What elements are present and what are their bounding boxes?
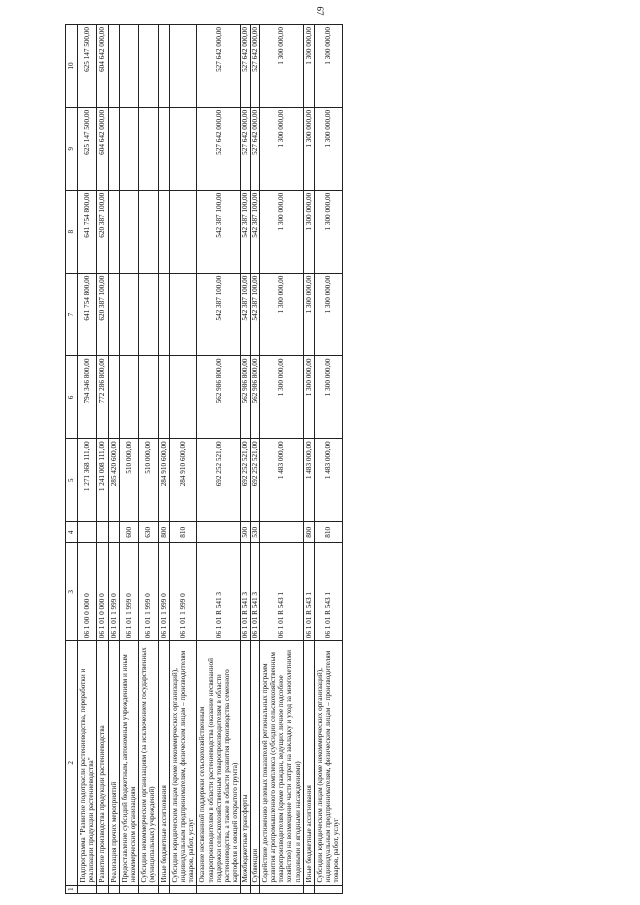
expense-type-cell: 800 (303, 522, 314, 543)
amount-cell (108, 190, 119, 273)
amount-cell: 542 387 100,00 (241, 273, 250, 356)
target-code-cell: 06 1 01 R 543 1 (315, 543, 343, 641)
amount-cell: 527 642 000,00 (241, 107, 250, 190)
amount-cell (158, 273, 169, 356)
amount-cell: 692 252 521,00 (250, 439, 259, 522)
amount-cell: 1 300 000,00 (259, 25, 303, 108)
amount-cell: 1 300 000,00 (259, 356, 303, 439)
header-cell: 6 (66, 356, 78, 439)
amount-cell: 1 300 000,00 (259, 273, 303, 356)
amount-cell: 794 346 800,00 (78, 356, 97, 439)
amount-cell (158, 190, 169, 273)
target-code-cell: 06 1 01 R 541 3 (250, 543, 259, 641)
amount-cell: 1 300 000,00 (259, 190, 303, 273)
amount-cell: 1 300 000,00 (315, 356, 343, 439)
amount-cell: 562 986 800,00 (197, 356, 241, 439)
amount-cell: 620 387 100,00 (97, 273, 108, 356)
first-col-cell (241, 885, 250, 893)
target-code-cell: 06 1 01 1 999 0 (158, 543, 169, 641)
amount-cell (169, 25, 197, 108)
first-col-cell (197, 885, 241, 893)
expense-type-cell: 630 (139, 522, 158, 543)
amount-cell: 1 300 000,00 (315, 273, 343, 356)
header-cell: 10 (66, 25, 78, 108)
table-row (139, 25, 158, 894)
amount-cell (108, 25, 119, 108)
table-row (97, 25, 108, 894)
table-row (241, 25, 250, 894)
amount-cell (119, 25, 138, 108)
row-name-cell: Реализация прочих мероприятий (108, 641, 119, 885)
row-name-cell: Субвенции (250, 641, 259, 885)
amount-cell: 1 300 000,00 (259, 107, 303, 190)
target-code-cell: 06 1 01 0 000 0 (97, 543, 108, 641)
amount-cell: 542 387 100,00 (241, 190, 250, 273)
amount-cell (119, 107, 138, 190)
row-name-cell: Межбюджетные трансферты (241, 641, 250, 885)
header-cell: 8 (66, 190, 78, 273)
expense-type-cell: 500 (241, 522, 250, 543)
first-col-cell (315, 885, 343, 893)
amount-cell: 562 986 800,00 (250, 356, 259, 439)
page-number: 67 (315, 6, 325, 16)
first-col-cell (97, 885, 108, 893)
table-row (303, 25, 314, 894)
row-name-cell: Иные бюджетные ассигнования (303, 641, 314, 885)
amount-cell (119, 356, 138, 439)
target-code-cell: 06 1 01 1 999 0 (108, 543, 119, 641)
expense-type-cell: 810 (169, 522, 197, 543)
amount-cell: 1 300 000,00 (315, 107, 343, 190)
amount-cell: 625 147 500,00 (78, 107, 97, 190)
amount-cell (158, 107, 169, 190)
header-cell: 4 (66, 522, 78, 543)
amount-cell (169, 273, 197, 356)
expense-type-cell: 810 (315, 522, 343, 543)
amount-cell (119, 273, 138, 356)
row-name-cell: Подпрограмма "Развитие подотрасли растениеводства, переработки и реализации продукции растениеводства" (78, 641, 97, 885)
amount-cell: 1 300 000,00 (315, 190, 343, 273)
amount-cell: 1 300 000,00 (303, 273, 314, 356)
amount-cell: 1 300 000,00 (303, 190, 314, 273)
header-cell: 3 (66, 543, 78, 641)
target-code-cell: 06 1 01 1 999 0 (139, 543, 158, 641)
expense-type-cell: 600 (119, 522, 138, 543)
target-code-cell: 06 1 01 1 999 0 (119, 543, 138, 641)
first-col-cell (139, 885, 158, 893)
row-name-cell: Субсидии некоммерческим организациям (за исключением государственных (муниципальных) учреждений) (139, 641, 158, 885)
amount-cell (139, 356, 158, 439)
amount-cell (139, 273, 158, 356)
table-row (158, 25, 169, 894)
amount-cell (158, 25, 169, 108)
amount-cell (158, 356, 169, 439)
table-row (119, 25, 138, 894)
amount-cell: 772 286 800,00 (97, 356, 108, 439)
amount-cell: 641 754 800,00 (78, 273, 97, 356)
amount-cell: 527 642 000,00 (197, 107, 241, 190)
target-code-cell: 06 1 01 R 543 1 (259, 543, 303, 641)
amount-cell: 620 387 100,00 (97, 190, 108, 273)
target-code-cell: 06 1 01 R 541 3 (241, 543, 250, 641)
table-row (197, 25, 241, 894)
amount-cell: 1 300 000,00 (303, 356, 314, 439)
amount-cell: 1 483 000,00 (315, 439, 343, 522)
amount-cell: 625 147 500,00 (78, 25, 97, 108)
first-col-cell (78, 885, 97, 893)
row-name-cell: Предоставление субсидий бюджетным, автономным учреждениям и иным некоммерческим организациям (119, 641, 138, 885)
amount-cell (108, 273, 119, 356)
amount-cell (139, 190, 158, 273)
first-col-cell (108, 885, 119, 893)
amount-cell: 1 300 000,00 (303, 107, 314, 190)
expense-type-cell (78, 522, 97, 543)
header-cell: 7 (66, 273, 78, 356)
amount-cell (119, 190, 138, 273)
amount-cell: 604 642 000,00 (97, 107, 108, 190)
budget-table (65, 24, 343, 894)
header-cell: 1 (66, 885, 78, 893)
amount-cell: 1 483 000,00 (259, 439, 303, 522)
amount-cell (169, 356, 197, 439)
amount-cell (108, 356, 119, 439)
amount-cell: 1 300 000,00 (315, 25, 343, 108)
amount-cell: 1 300 000,00 (303, 25, 314, 108)
table-row (250, 25, 259, 894)
expense-type-cell: 800 (158, 522, 169, 543)
first-col-cell (303, 885, 314, 893)
amount-cell: 542 387 100,00 (197, 190, 241, 273)
header-cell: 9 (66, 107, 78, 190)
target-code-cell: 06 1 01 R 541 3 (197, 543, 241, 641)
amount-cell (108, 107, 119, 190)
table-row (315, 25, 343, 894)
amount-cell: 1 241 008 111,00 (97, 439, 108, 522)
amount-cell: 527 642 000,00 (250, 107, 259, 190)
row-name-cell: Содействие достижению целевых показателей региональных программ развития агропромышленного комплекса (субсидии сельскохозяйственным товаропроизводителям (кроме граждан, ведущих личное подсобное хозяйство) на возмещение части затрат на закладку и уход за многолетними плодовыми и ягодными насаждениями) (259, 641, 303, 885)
first-col-cell (119, 885, 138, 893)
header-cell: 2 (66, 641, 78, 885)
first-col-cell (250, 885, 259, 893)
table-row (169, 25, 197, 894)
amount-cell: 1 483 000,00 (303, 439, 314, 522)
target-code-cell: 06 1 01 R 543 1 (303, 543, 314, 641)
table-row (78, 25, 97, 894)
first-col-cell (259, 885, 303, 893)
amount-cell: 542 387 100,00 (250, 273, 259, 356)
amount-cell: 542 387 100,00 (197, 273, 241, 356)
amount-cell: 1 271 368 111,00 (78, 439, 97, 522)
first-col-cell (169, 885, 197, 893)
amount-cell: 641 754 800,00 (78, 190, 97, 273)
amount-cell: 542 387 100,00 (250, 190, 259, 273)
amount-cell: 692 252 521,00 (241, 439, 250, 522)
expense-type-cell (108, 522, 119, 543)
expense-type-cell (197, 522, 241, 543)
expense-type-cell (97, 522, 108, 543)
first-col-cell (158, 885, 169, 893)
row-name-cell: Развитие производства продукции растениеводства (97, 641, 108, 885)
header-row (66, 25, 78, 894)
amount-cell: 285 420 600,00 (108, 439, 119, 522)
row-name-cell: Иные бюджетные ассигнования (158, 641, 169, 885)
row-name-cell: Оказание несвязанной поддержки сельскохозяйственным товаропроизводителям в области растениеводства (оказание несвязанной поддержки сельскохозяйственным товаропроизводителям в области растениеводства, а также в области развития производства семенного картофеля и овощей открытого грунта) (197, 641, 241, 885)
amount-cell: 510 000,00 (119, 439, 138, 522)
table-row (259, 25, 303, 894)
row-name-cell: Субсидии юридическим лицам (кроме некоммерческих организаций), индивидуальным предпринимателям, физическим лицам – производителям товаров, работ, услуг (315, 641, 343, 885)
amount-cell: 527 642 000,00 (197, 25, 241, 108)
target-code-cell: 06 1 00 0 000 0 (78, 543, 97, 641)
header-cell: 5 (66, 439, 78, 522)
amount-cell (139, 25, 158, 108)
amount-cell: 527 642 000,00 (241, 25, 250, 108)
amount-cell: 604 642 000,00 (97, 25, 108, 108)
target-code-cell: 06 1 01 1 999 0 (169, 543, 197, 641)
amount-cell (169, 190, 197, 273)
amount-cell: 510 000,00 (139, 439, 158, 522)
expense-type-cell: 530 (250, 522, 259, 543)
expense-type-cell (259, 522, 303, 543)
table-row (108, 25, 119, 894)
rotated-table-container (65, 24, 570, 894)
amount-cell: 284 910 600,00 (158, 439, 169, 522)
row-name-cell: Субсидии юридическим лицам (кроме некоммерческих организаций), индивидуальным предпринимателям, физическим лицам – производителям товаров, работ, услуг (169, 641, 197, 885)
amount-cell: 692 252 521,00 (197, 439, 241, 522)
amount-cell: 284 910 600,00 (169, 439, 197, 522)
amount-cell (139, 107, 158, 190)
amount-cell: 562 986 800,00 (241, 356, 250, 439)
amount-cell (169, 107, 197, 190)
amount-cell: 527 642 000,00 (250, 25, 259, 108)
